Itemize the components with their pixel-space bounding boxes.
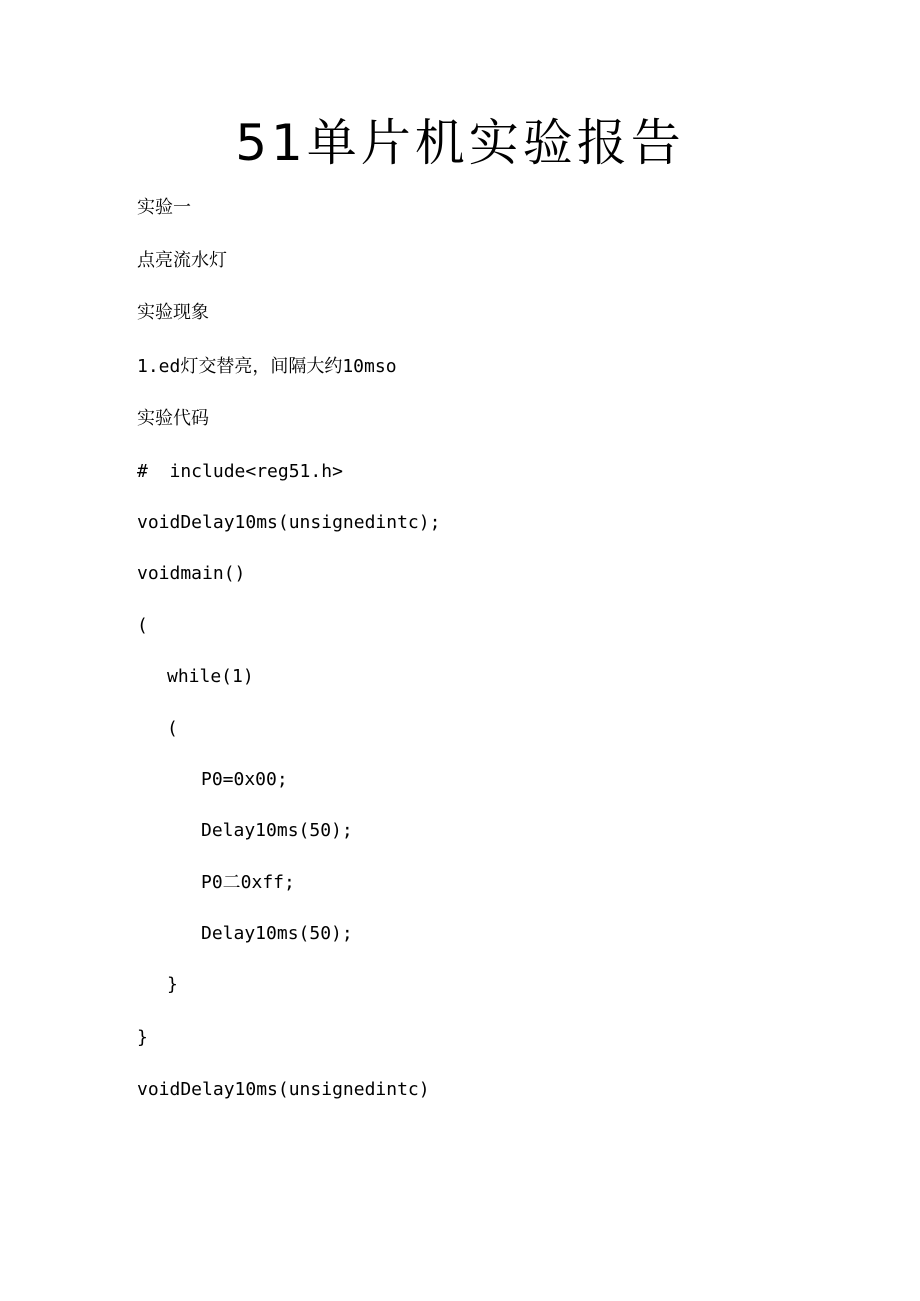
code-line: ( bbox=[167, 718, 178, 739]
code-line: P0二0xff; bbox=[201, 872, 295, 893]
code-line: # include<reg51.h> bbox=[137, 461, 343, 482]
document-title: 51单片机实验报告 bbox=[235, 114, 685, 172]
code-line: Delay10ms(50); bbox=[201, 820, 353, 841]
code-line: ( bbox=[137, 615, 148, 636]
text-line: 1.ed灯交替亮，间隔大约10mso bbox=[137, 356, 397, 377]
code-line: voidmain() bbox=[137, 563, 246, 584]
text-line: 实验现象 bbox=[137, 302, 209, 323]
code-line: } bbox=[167, 974, 178, 995]
code-line: P0=0x00; bbox=[201, 769, 288, 790]
code-line: Delay10ms(50); bbox=[201, 923, 353, 944]
code-line: } bbox=[137, 1027, 148, 1048]
code-line: voidDelay10ms(unsignedintc); bbox=[137, 512, 441, 533]
text-line: 点亮流水灯 bbox=[137, 250, 227, 271]
text-line: 实验代码 bbox=[137, 408, 209, 429]
code-line: while(1) bbox=[167, 666, 254, 687]
code-line: voidDelay10ms(unsignedintc) bbox=[137, 1079, 430, 1100]
text-line: 实验一 bbox=[137, 197, 191, 218]
